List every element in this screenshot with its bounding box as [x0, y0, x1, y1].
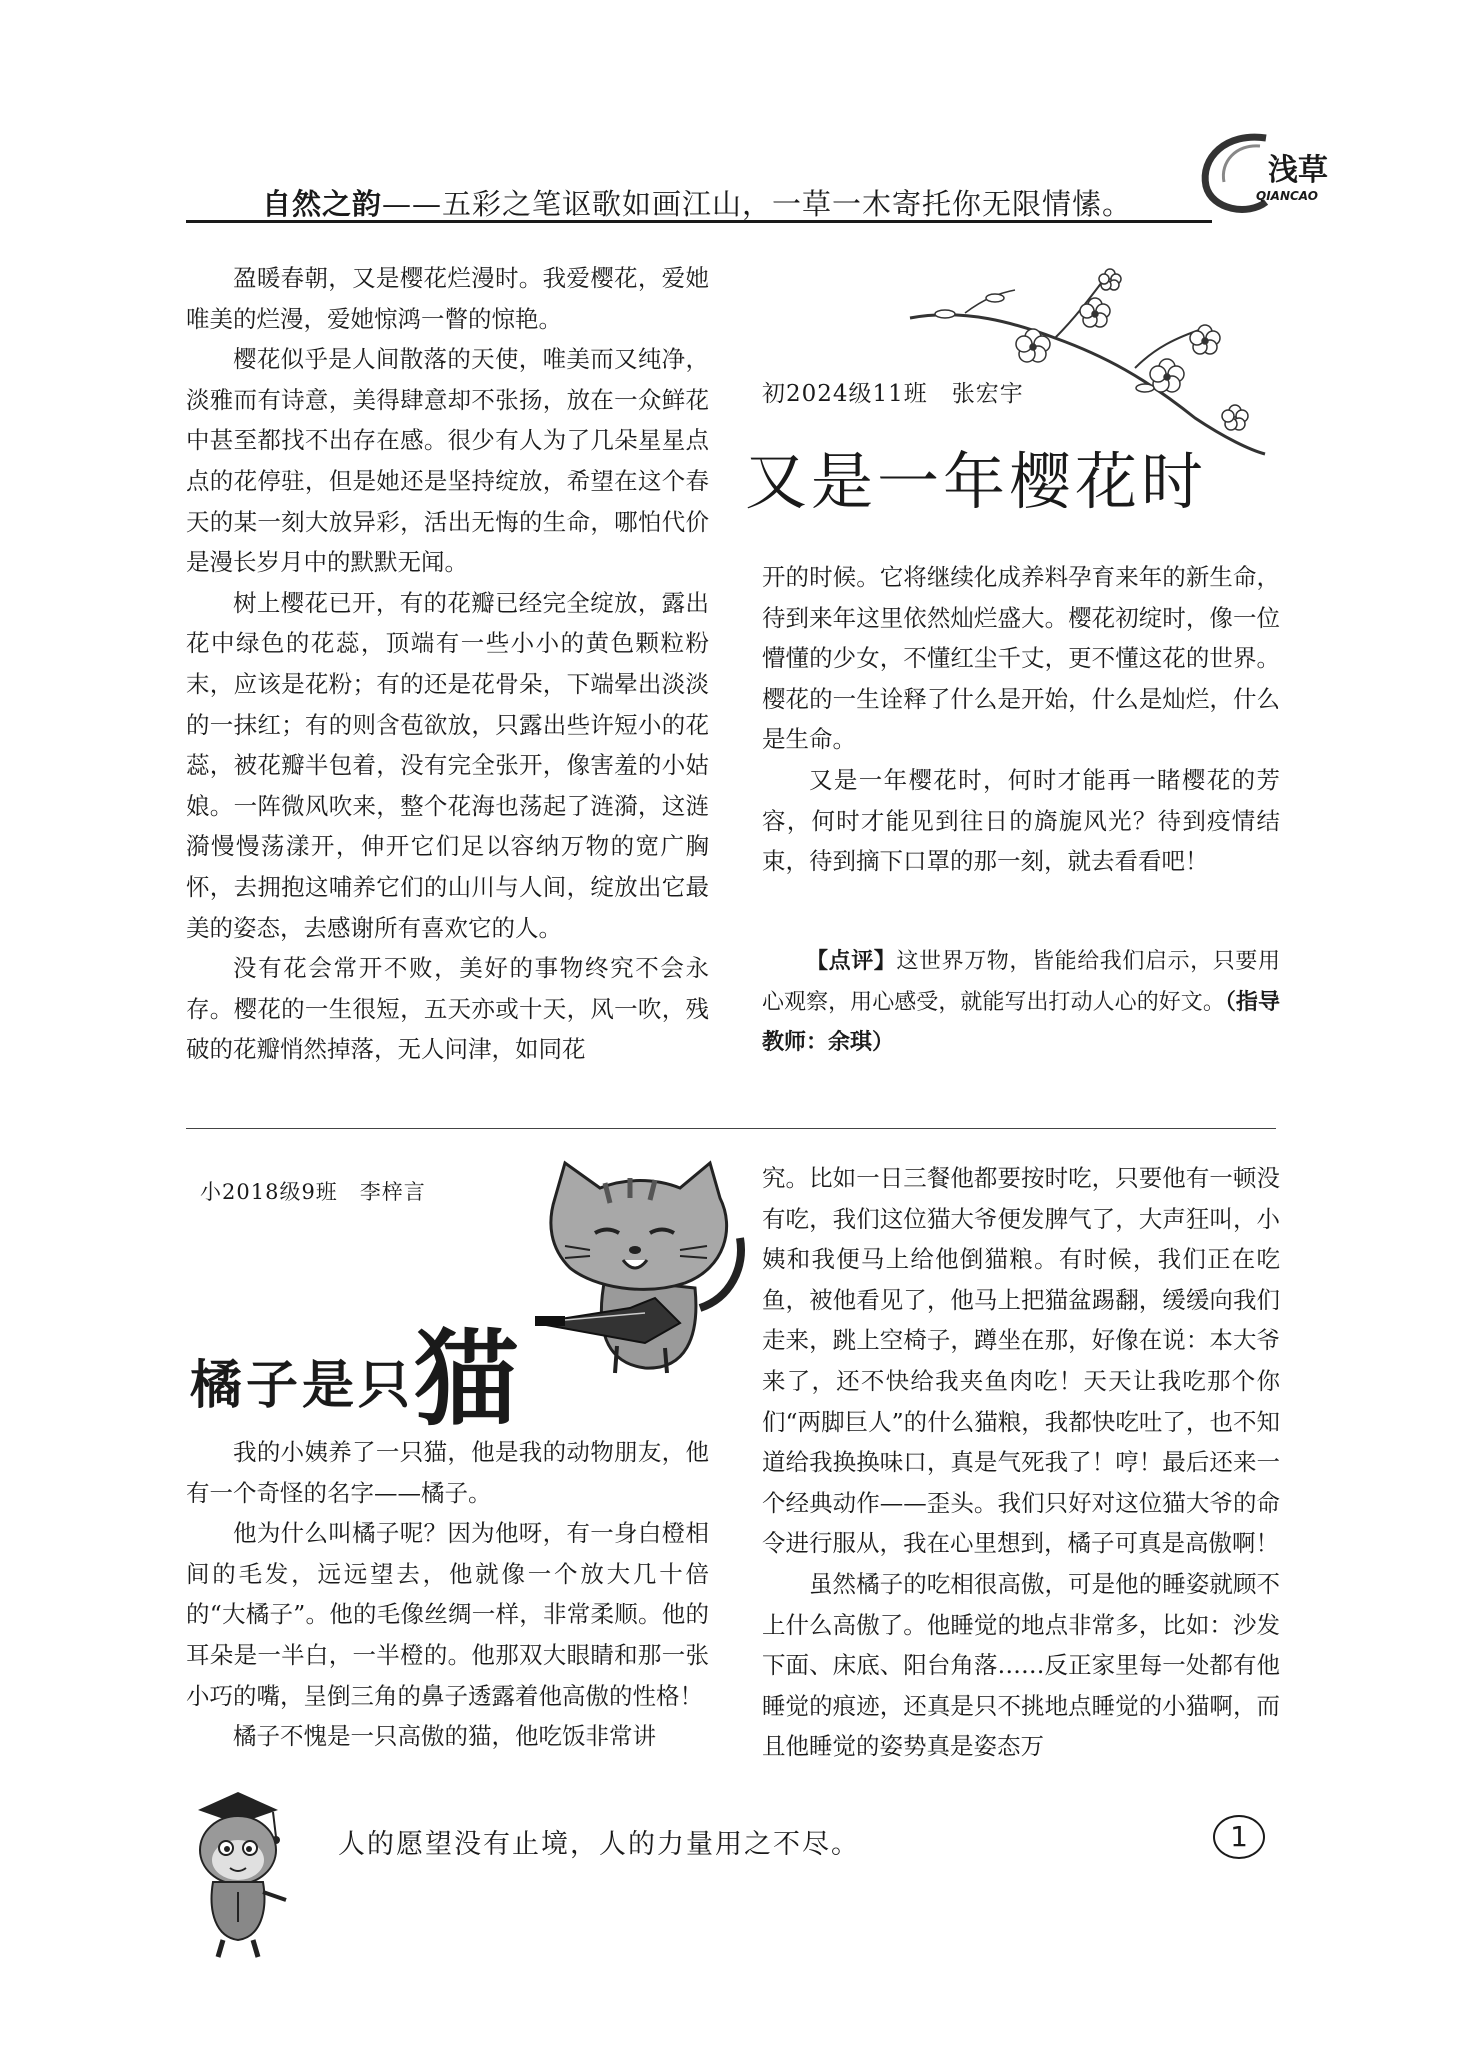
cat-title-big: 猫 [414, 1318, 523, 1440]
sakura-byline: 初2024级11班 张宏宇 [762, 381, 1024, 407]
paragraph: 橘子不愧是一只高傲的猫，他吃饭非常讲 [233, 1722, 656, 1751]
cat-right-column [762, 1158, 1280, 1767]
sakura-title: 又是一年樱花时 [745, 445, 1208, 518]
paragraph: 他为什么叫橘子呢？因为他呀，有一身白橙相间的毛发，远远望去，他就像一个放大几十倍的“大橘子”。他的毛像丝绸一样，非常柔顺。他的耳朵是一半白，一半橙的。他那双大眼睛和那一张小巧的嘴，呈倒三角的鼻子透露着他高傲的性格！ [186, 1519, 709, 1710]
paragraph: 没有花会常开不败，美好的事物终究不会永存。樱花的一生很短，五天亦或十天，风一吹，残破的花瓣悄然掉落，无人问津，如同花 [186, 954, 709, 1064]
teacher-review [762, 942, 1280, 1064]
logo-text: 浅草 [1268, 153, 1328, 188]
paragraph: 虽然橘子的吃相很高傲，可是他的睡姿就顾不上什么高傲了。他睡觉的地点非常多，比如：沙发下面、床底、阳台角落……反正家里每一处都有他睡觉的痕迹，还真是只不挑地点睡觉的小猫啊，而且他睡觉的姿势真是姿态万 [762, 1569, 1280, 1761]
logo-pinyin: QIANCAO [1256, 189, 1318, 203]
section-divider [186, 1128, 1276, 1129]
qiancao-logo [1196, 128, 1356, 218]
cat-title [190, 1295, 522, 1445]
cat-byline: 小2018级9班 李梓言 [200, 1180, 426, 1204]
cat-title-prefix: 橘子是只 [190, 1356, 415, 1416]
sakura-right-column [762, 557, 1280, 882]
sakura-left-column [186, 258, 709, 1070]
column-name: 自然之韵 [262, 187, 383, 221]
paragraph: 我的小姨养了一只猫，他是我的动物朋友，他有一个奇怪的名字——橘子。 [186, 1438, 709, 1507]
header-divider [186, 220, 1212, 223]
paragraph: 樱花似乎是人间散落的天使，唯美而又纯净，淡雅而有诗意，美得肆意却不张扬，放在一众鲜花中甚至都找不出存在感。很少有人为了几朵星星点点的花停驻，但是她还是坚持绽放，希望在这个春天的某一刻大放异彩，活出无悔的生命，哪怕代价是漫长岁月中的默默无闻。 [186, 345, 709, 577]
cherry-blossom-branch-illustration [905, 268, 1275, 458]
review-tag: 【点评】 [806, 949, 897, 974]
paragraph: 树上樱花已开，有的花瓣已经完全绽放，露出花中绿色的花蕊，顶端有一些小小的黄色颗粒粉末，应该是花粉；有的还是花骨朵，下端晕出淡淡的一抹红；有的则含苞欲放，只露出些许短小的花蕊，被花瓣半包着，没有完全张开，像害羞的小姑娘。一阵微风吹来，整个花海也荡起了涟漪，这涟漪慢慢荡漾开，伸开它们足以容纳万物的宽广胸怀，去拥抱这哺养它们的山川与人间，绽放出它最美的姿态，去感谢所有喜欢它的人。 [186, 588, 709, 942]
paragraph: 又是一年樱花时，何时才能再一睹樱花的芳容，何时才能见到往日的旖旎风光？待到疫情结束，待到摘下口罩的那一刻，就去看看吧！ [762, 765, 1280, 876]
review-text: 这世界万物，皆能给我们启示，只要用心观察，用心感受，就能写出打动人心的好文。 [762, 949, 1280, 1015]
paragraph: 开的时候。它将继续化成养料孕育来年的新生命，待到来年这里依然灿烂盛大。樱花初绽时，像一位懵懂的少女，不懂红尘千丈，更不懂这花的世界。樱花的一生诠释了什么是开始，什么是灿烂，什么是生命。 [762, 563, 1280, 754]
cat-left-column [186, 1432, 709, 1757]
review-teacher: （指导教师：余琪） [762, 989, 1280, 1056]
paragraph: 究。比如一日三餐他都要按时吃，只要他有一顿没有吃，我们这位猫大爷便发脾气了，大声狂叫，小姨和我便马上给他倒猫粮。有时候，我们正在吃鱼，被他看见了，他马上把猫盆踢翻，缓缓向我们走来，跳上空椅子，蹲坐在那，好像在说：本大爷来了，还不快给我夹鱼肉吃！天天让我吃那个你们“两脚巨人”的什么猫粮，我都快吃吐了，也不知道给我换换味口，真是气死我了！哼！最后还来一个经典动作——歪头。我们只好对这位猫大爷的命令进行服从，我在心里想到，橘子可真是高傲啊！ [762, 1164, 1280, 1558]
paragraph: 盈暖春朝，又是樱花烂漫时。我爱樱花，爱她唯美的烂漫，爱她惊鸿一瞥的惊艳。 [186, 264, 709, 333]
footer-quote: 人的愿望没有止境，人的力量用之不尽。 [338, 1829, 860, 1860]
graduate-monkey-illustration [178, 1782, 298, 1962]
guitar-cat-illustration [535, 1158, 765, 1383]
tagline-text: ——五彩之笔讴歌如画江山，一草一木寄托你无限情愫。 [382, 187, 1133, 221]
page-number: 1 [1213, 1815, 1265, 1859]
header-tagline [262, 182, 1222, 223]
